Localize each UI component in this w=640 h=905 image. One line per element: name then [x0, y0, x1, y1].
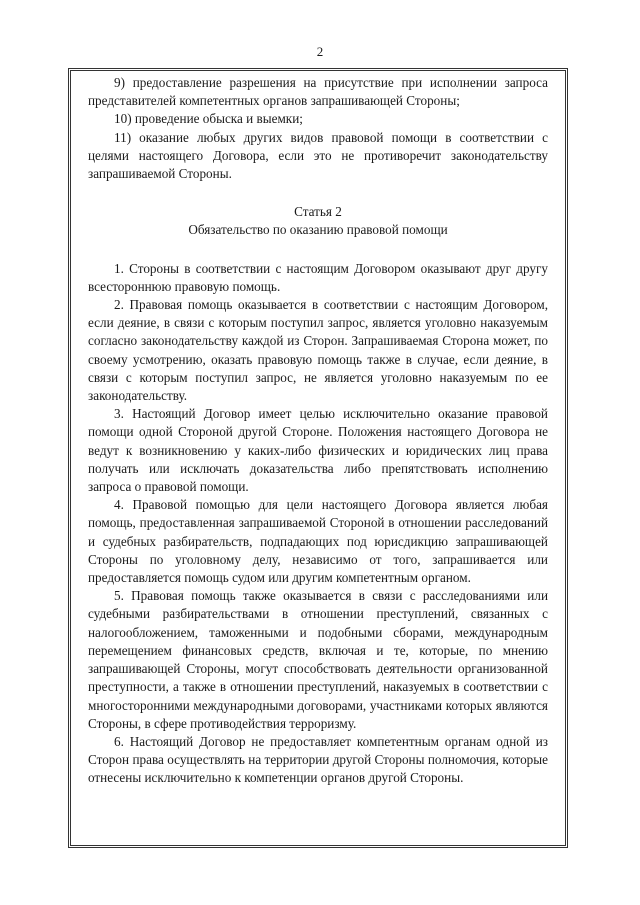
paragraph-6: 6. Настоящий Договор не предоставляет компетентным органам одной из Сторон права осуществлять на территории другой Стороны полномочия, которые отнесены исключительно к компетенции органов другой Стороны.: [88, 733, 548, 786]
paragraph-3: 3. Настоящий Договор имеет целью исключительно оказание правовой помощи одной Стороной другой Стороне. Положения настоящего Договора не ведут к возникновению у каких-либо физических и юридических лиц права получать или исключать доказательства либо препятствовать исполнению запроса о правовой помощи.: [88, 406, 548, 495]
paragraph-1: 1. Стороны в соответствии с настоящим Договором оказывают друг другу всестороннюю правовую помощь.: [88, 260, 548, 294]
list-item-11: 11) оказание любых других видов правовой помощи в соответствии с целями настоящего Договора, если это не противоречит законодательству запрашиваемой Стороны.: [88, 129, 548, 182]
paragraph-5: 5. Правовая помощь также оказывается в связи с расследованиями или судебными разбирательствами в отношении преступлений, связанных с налогообложением, таможенными и подобными сборами, международным перемещением финансовых средств, включая и те, которые, по мнению запрашивающей Стороны, могут способствовать деятельности организованной преступности, а также в отношении преступлений, наказуемых в соответствии с многосторонними международными договорами, участниками которых являются Стороны, в сфере противодействия терроризму.: [88, 588, 548, 731]
list-item-9: 9) предоставление разрешения на присутствие при исполнении запроса представителей компетентных органов запрашивающей Стороны;: [88, 75, 548, 109]
article-number: Статья 2: [294, 204, 342, 220]
paragraph-4: 4. Правовой помощью для цели настоящего Договора является любая помощь, предоставленная запрашиваемой Стороной в отношении расследований и судебных разбирательств, подпадающих под юрисдикцию запрашивающей Стороны по уголовному делу, независимо от того, запрашивается или предоставляется помощь судом или другим компетентным органом.: [88, 497, 548, 586]
document-body: [88, 74, 548, 788]
list-item-10: 10) проведение обыска и выемки;: [114, 111, 303, 127]
paragraph-2: 2. Правовая помощь оказывается в соответствии с настоящим Договором, если деяние, в связи с которым поступил запрос, является уголовно наказуемым согласно законодательству каждой из Сторон. Запрашиваемая Сторона может, по своему усмотрению, оказать правовую помощь также в случае, если деяние, в связи с которым поступил запрос, не является уголовно наказуемым по ее законодательству.: [88, 297, 548, 404]
page-number: 2: [316, 44, 324, 59]
article-title: Обязательство по оказанию правовой помощи: [188, 222, 448, 238]
